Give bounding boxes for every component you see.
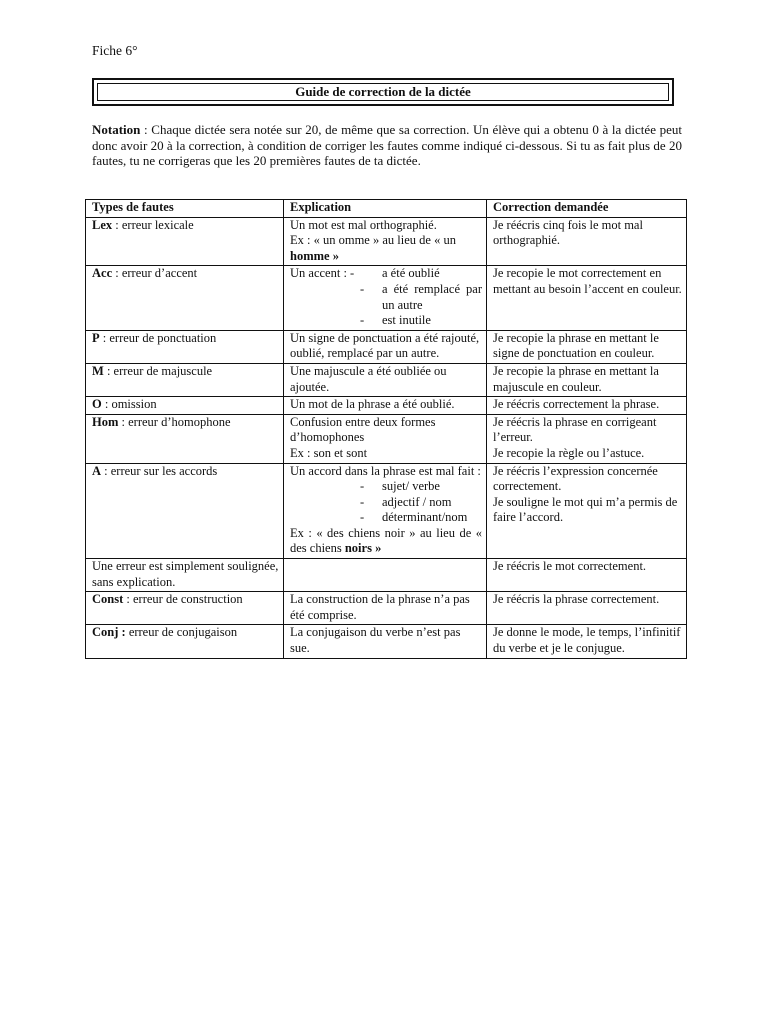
row-type xyxy=(86,330,284,363)
row-correction: Je réécris la phrase correctement. xyxy=(487,592,687,625)
explanation-line: Confusion entre deux formes d’homophones xyxy=(290,414,436,445)
example-bold: noirs » xyxy=(344,541,382,556)
row-explanation: Une majuscule a été oubliée ou ajoutée. xyxy=(284,363,487,396)
row-type xyxy=(86,592,284,625)
table-row xyxy=(86,363,687,396)
intro-paragraph xyxy=(92,122,682,169)
row-correction: Je donne le mode, le temps, l’infinitif du verbe et je le conjugue. xyxy=(487,625,687,658)
fault-code: Conj : xyxy=(92,625,126,640)
explanation-line: Un mot est mal orthographié. xyxy=(290,217,437,232)
explanation-line: Un accord dans la phrase est mal fait : xyxy=(290,463,481,478)
row-explanation: Un mot de la phrase a été oublié. xyxy=(284,397,487,415)
row-correction: Je recopie la phrase en mettant la majuscule en couleur. xyxy=(487,363,687,396)
row-type xyxy=(86,363,284,396)
row-type xyxy=(86,463,284,559)
row-explanation xyxy=(284,559,487,592)
fault-code: Acc xyxy=(92,266,113,281)
row-explanation: La construction de la phrase n’a pas été comprise. xyxy=(284,592,487,625)
example-text: Ex : « un omme » au lieu de « un xyxy=(290,233,456,248)
correction-table xyxy=(85,199,687,659)
row-explanation: Un signe de ponctuation a été rajouté, oublié, remplacé par un autre. xyxy=(284,330,487,363)
row-correction: Je réécris le mot correctement. xyxy=(487,559,687,592)
fault-type: : erreur de majuscule xyxy=(103,363,213,378)
correction-line: Je souligne le mot qui m’a permis de faire l’accord. xyxy=(493,494,678,525)
explanation-lead: Un accent : - xyxy=(290,266,355,281)
table-row xyxy=(86,414,687,463)
row-correction xyxy=(487,463,687,559)
table-row xyxy=(86,625,687,658)
title-box xyxy=(92,78,674,106)
header-explication: Explication xyxy=(284,200,487,218)
fault-type: : omission xyxy=(101,397,157,412)
row-type xyxy=(86,414,284,463)
row-type xyxy=(86,625,284,658)
fault-type: : erreur de construction xyxy=(123,592,243,607)
table-header-row xyxy=(86,200,687,218)
table-row xyxy=(86,266,687,330)
fault-type: : erreur lexicale xyxy=(112,217,194,232)
explanation-example: Ex : son et sont xyxy=(290,445,368,460)
explanation-list xyxy=(290,479,482,526)
row-correction: Je recopie le mot correctement en mettant au besoin l’accent en couleur. xyxy=(487,266,687,330)
row-correction: Je réécris correctement la phrase. xyxy=(487,397,687,415)
row-correction: Je réécris cinq fois le mot mal orthographié. xyxy=(487,217,687,266)
row-explanation: La conjugaison du verbe n’est pas sue. xyxy=(284,625,487,658)
fault-type: : erreur d’accent xyxy=(112,266,198,281)
table-row xyxy=(86,217,687,266)
row-correction: Je recopie la phrase en mettant le signe de ponctuation en couleur. xyxy=(487,330,687,363)
table-row xyxy=(86,330,687,363)
intro-bold-label: Notation xyxy=(92,122,141,137)
row-explanation xyxy=(284,414,487,463)
row-type xyxy=(86,397,284,415)
correction-line: Je recopie la règle ou l’astuce. xyxy=(493,445,645,460)
fault-code: A xyxy=(92,463,102,478)
header-correction: Correction demandée xyxy=(487,200,687,218)
list-item: - adjectif / nom xyxy=(360,494,452,509)
example-bold: homme » xyxy=(290,248,339,263)
row-explanation xyxy=(284,463,487,559)
table-row xyxy=(86,463,687,559)
fault-code: Const xyxy=(92,592,124,607)
explanation-example: Ex : « des chiens noir » au lieu de « des chiens noirs » xyxy=(290,525,482,556)
list-item: - a été remplacé par un autre xyxy=(360,281,482,312)
fault-code: M xyxy=(92,363,104,378)
table-row xyxy=(86,559,687,592)
table-row xyxy=(86,592,687,625)
explanation-example xyxy=(290,233,482,264)
fault-code: O xyxy=(92,397,102,412)
fault-type: : erreur d’homophone xyxy=(118,414,231,429)
correction-line: Je réécris l’expression concernée correctement. xyxy=(493,463,658,494)
document-title: Guide de correction de la dictée xyxy=(97,83,669,101)
row-type xyxy=(86,266,284,330)
list-item: - sujet/ verbe xyxy=(360,479,440,494)
row-type xyxy=(86,217,284,266)
intro-text: : Chaque dictée sera notée sur 20, de même que sa correction. Un élève qui a obtenu 0 à la dictée peut donc avoir 20 à la correction, à condition de corriger les fautes comme indiqué ci-dessous. Si tu as fait plus de 20 fautes, tu ne corrigeras que les 20 premières fautes de ta dictée. xyxy=(92,122,682,168)
correction-line: Je réécris la phrase en corrigeant l’erreur. xyxy=(493,414,657,445)
table-row xyxy=(86,397,687,415)
row-explanation xyxy=(284,266,487,330)
page-label: Fiche 6° xyxy=(92,43,138,58)
list-item: - déterminant/nom xyxy=(360,510,468,525)
fault-type: erreur de conjugaison xyxy=(125,625,238,640)
row-explanation xyxy=(284,217,487,266)
fault-type: : erreur sur les accords xyxy=(101,463,218,478)
explanation-item: a été oublié xyxy=(382,266,440,281)
fault-code: Hom xyxy=(92,414,119,429)
fault-type: : erreur de ponctuation xyxy=(99,330,217,345)
list-item: - est inutile xyxy=(360,313,431,328)
row-correction xyxy=(487,414,687,463)
header-types: Types de fautes xyxy=(86,200,284,218)
explanation-list xyxy=(290,282,482,329)
fault-code: Lex xyxy=(92,217,113,232)
row-type: Une erreur est simplement soulignée, sans explication. xyxy=(86,559,284,592)
fault-code: P xyxy=(92,330,100,345)
